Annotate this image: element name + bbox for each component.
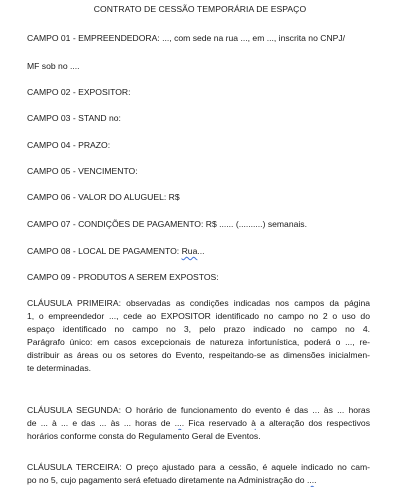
clausula-primeira: [27, 297, 370, 376]
document-title: CONTRATO DE CESSÃO TEMPORÁRIA DE ESPAÇO: [93, 4, 307, 14]
clausula-segunda: [27, 404, 370, 443]
clausula-primeira-line: CLÁUSULA PRIMEIRA: observadas as condições indicadas nos campos da página: [27, 298, 370, 308]
clausula-segunda-text: Fica reservado: [184, 418, 252, 429]
clausula-terceira-line: [27, 474, 370, 487]
campo-01-line-1: CAMPO 01 - EMPREENDEDORA: ..., com sede na rua ..., em ..., inscrita no CNPJ/: [27, 33, 346, 43]
campo-04: CAMPO 04 - PRAZO:: [27, 140, 111, 150]
campo-03: CAMPO 03 - STAND no:: [27, 113, 121, 123]
clausula-segunda-line: horários conforme consta do Regulamento Geral de Eventos.: [27, 431, 261, 442]
campo-08: [27, 246, 205, 256]
clausula-primeira-line: te determinadas.: [27, 363, 92, 374]
clausula-segunda-text: a alteração dos respectivos: [255, 418, 370, 429]
clausula-terceira: [27, 461, 370, 487]
clausula-terceira-text: po no 5, cujo pagamento será efetuado diretamente na Administração do: [27, 475, 307, 486]
campo-09: CAMPO 09 - PRODUTOS A SEREM EXPOSTOS:: [27, 272, 219, 282]
campo-02: CAMPO 02 - EXPOSITOR:: [27, 87, 131, 97]
clausula-segunda-line: CLÁUSULA SEGUNDA: O horário de funcionamento do evento é das ... às ... horas: [27, 405, 370, 415]
clausula-primeira-line: Parágrafo único: em casos excepcionais de natureza infortunística, poderá o ..., re-: [27, 337, 370, 348]
campo-08-label: CAMPO 08 - LOCAL DE PAGAMENTO:: [27, 246, 182, 256]
campo-07: CAMPO 07 - CONDIÇÕES DE PAGAMENTO: R$ ...... (..........) semanais.: [27, 219, 307, 229]
clausula-terceira-placeholder: ....: [306, 475, 317, 486]
clausula-segunda-text: de ... à ... e das ... às ... horas de: [27, 418, 175, 429]
campo-08-suffix: ...: [197, 246, 205, 256]
campo-01-line-2: MF sob no ....: [27, 61, 80, 71]
campo-08-value: Rua: [181, 246, 198, 256]
clausula-primeira-line: espaço identificado no campo no 3, pelo prazo indicado no campo no 4.: [27, 324, 370, 335]
clausula-primeira-line: 1, o empreendedor ..., cede ao EXPOSITOR identificado no campo no 2 o uso do: [27, 311, 370, 322]
clausula-segunda-line: [27, 417, 370, 430]
campo-06: CAMPO 06 - VALOR DO ALUGUEL: R$: [27, 192, 180, 202]
clausula-segunda-flag: à: [251, 418, 256, 429]
campo-05: CAMPO 05 - VENCIMENTO:: [27, 166, 138, 176]
clausula-terceira-line: CLÁUSULA TERCEIRA: O preço ajustado para a cessão, é aquele indicado no cam-: [27, 462, 370, 472]
clausula-primeira-line: distribuir as áreas ou os setores do Evento, respeitando-se as dimensões inicialmen-: [27, 350, 370, 361]
clausula-segunda-placeholder: ....: [174, 418, 185, 429]
